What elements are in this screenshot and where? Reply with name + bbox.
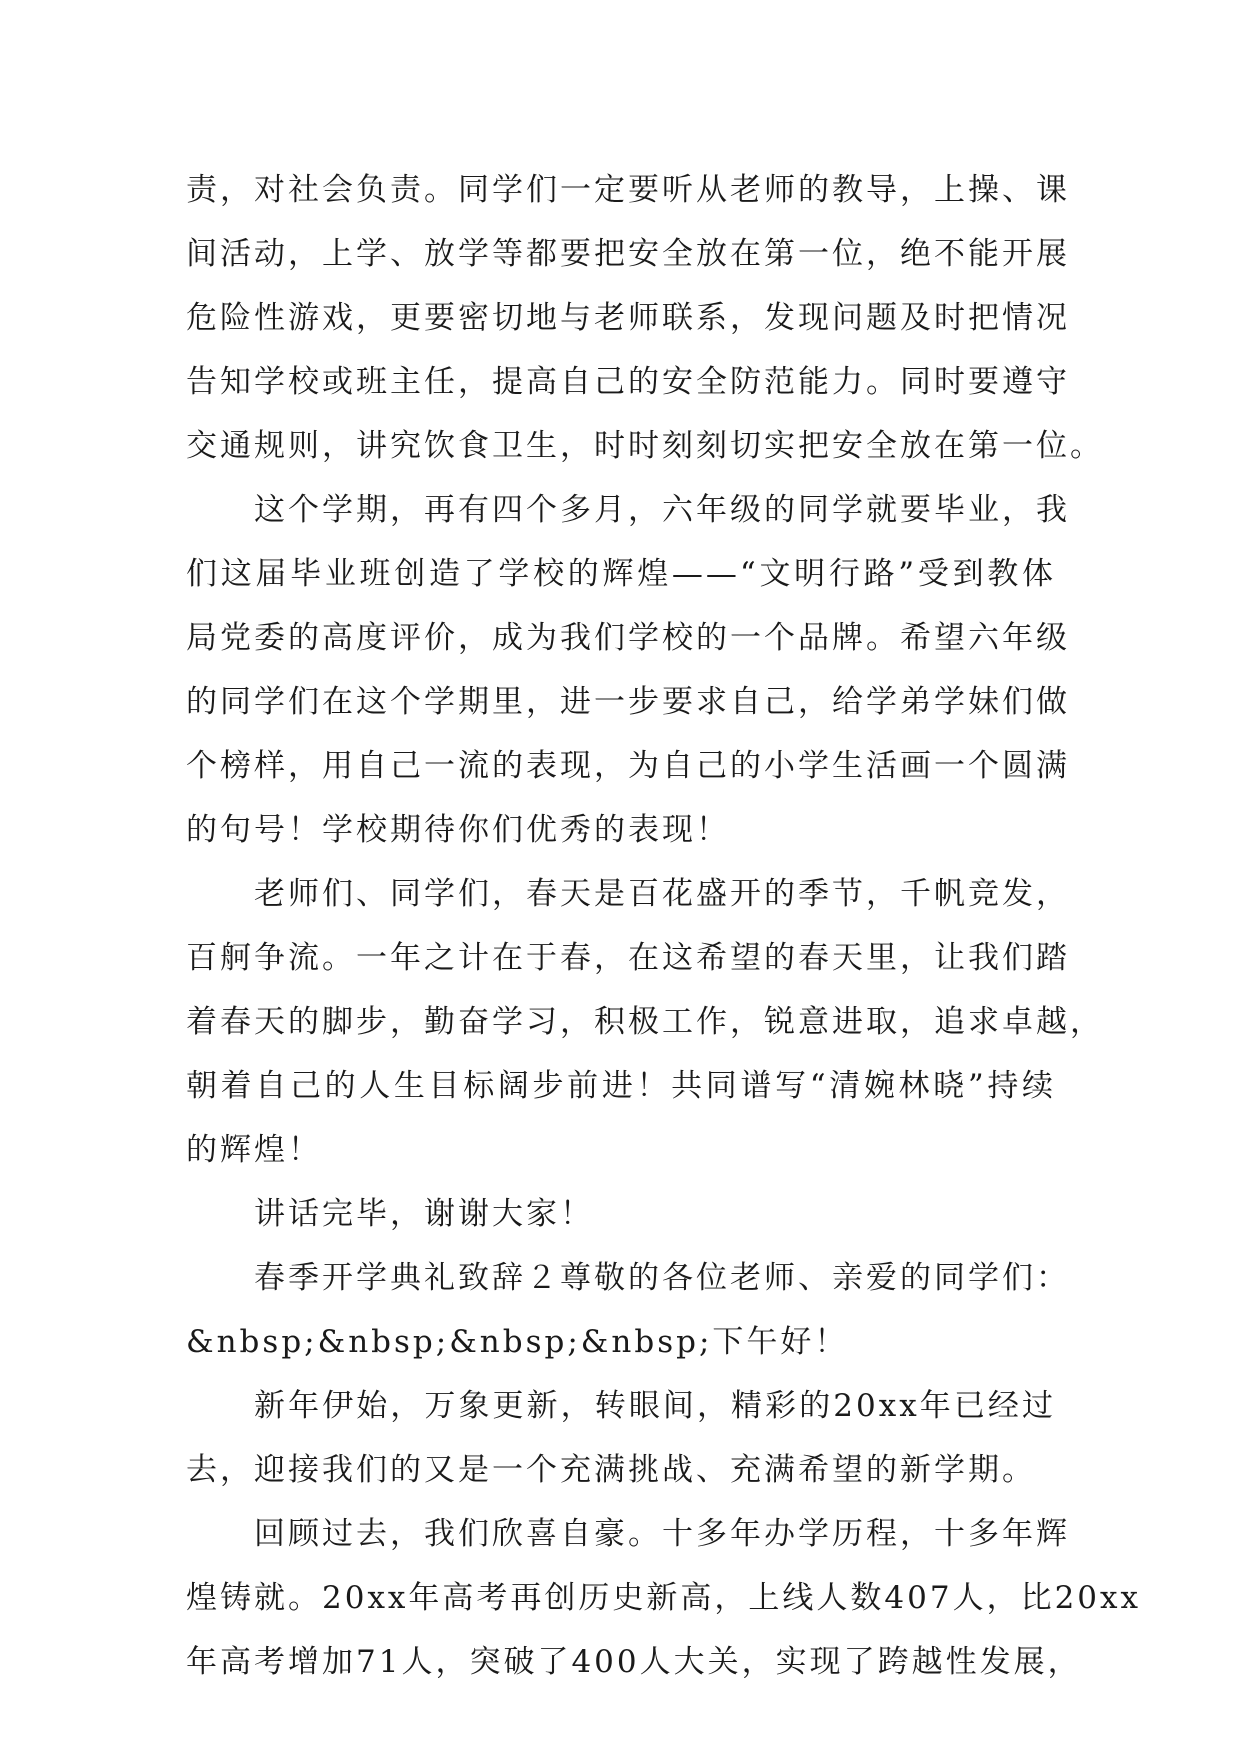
text-line: 们这届毕业班创造了学校的辉煌——“文明行路”受到教体 (186, 556, 1056, 592)
text-line: 这个学期，再有四个多月，六年级的同学就要毕业，我 (254, 492, 1070, 528)
text-line: 危险性游戏，更要密切地与老师联系，发现问题及时把情况 (186, 300, 1070, 336)
text-line: 着春天的脚步，勤奋学习，积极工作，锐意进取，追求卓越， (186, 1004, 1104, 1040)
text-line: 交通规则，讲究饮食卫生，时时刻刻切实把安全放在第一位。 (186, 428, 1104, 464)
text-line: 煌铸就。20xx年高考再创历史新高，上线人数407人，比20xx (186, 1580, 1141, 1616)
text-line: 老师们、同学们，春天是百花盛开的季节，千帆竞发， (254, 876, 1070, 912)
text-line: 间活动，上学、放学等都要把安全放在第一位，绝不能开展 (186, 236, 1070, 272)
text-line: 个榜样，用自己一流的表现，为自己的小学生活画一个圆满 (186, 748, 1070, 784)
text-line: 告知学校或班主任，提高自己的安全防范能力。同时要遵守 (186, 364, 1070, 400)
document-body (186, 158, 1141, 1694)
text-line: 的同学们在这个学期里，进一步要求自己，给学弟学妹们做 (186, 684, 1070, 720)
text-line: 讲话完毕，谢谢大家！ (254, 1196, 594, 1232)
text-line: &nbsp;&nbsp;&nbsp;&nbsp;下午好！ (186, 1324, 849, 1360)
text-line: 朝着自己的人生目标阔步前进！共同谱写“清婉林晓”持续 (186, 1068, 1056, 1104)
text-line: 年高考增加71人，突破了400人大关，实现了跨越性发展， (186, 1644, 1082, 1680)
text-line: 去，迎接我们的又是一个充满挑战、充满希望的新学期。 (186, 1452, 1036, 1488)
text-line: 回顾过去，我们欣喜自豪。十多年办学历程，十多年辉 (254, 1516, 1070, 1552)
text-line: 的辉煌！ (186, 1132, 322, 1168)
text-line: 责，对社会负责。同学们一定要听从老师的教导，上操、课 (186, 172, 1070, 208)
text-line: 局党委的高度评价，成为我们学校的一个品牌。希望六年级 (186, 620, 1070, 656)
text-line: 百舸争流。一年之计在于春，在这希望的春天里，让我们踏 (186, 940, 1070, 976)
text-line: 新年伊始，万象更新，转眼间，精彩的20xx年已经过 (254, 1388, 1056, 1424)
text-line: 春季开学典礼致辞２尊敬的各位老师、亲爱的同学们： (254, 1260, 1070, 1296)
text-line: 的句号！学校期待你们优秀的表现！ (186, 812, 730, 848)
